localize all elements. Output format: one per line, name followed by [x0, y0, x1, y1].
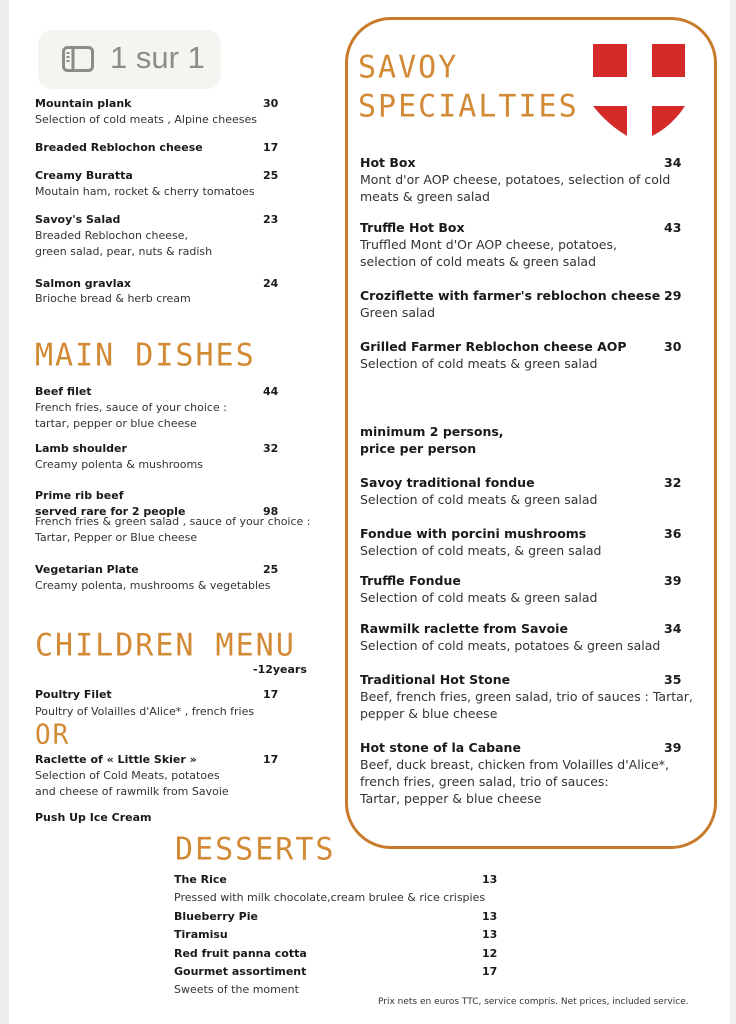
menu-item-price: 30	[664, 339, 682, 354]
menu-item-description: meats & green salad	[360, 189, 490, 204]
menu-item-price: 17	[263, 141, 279, 154]
menu-item-name: Breaded Reblochon cheese	[35, 141, 203, 154]
page-edge-right	[730, 0, 736, 1024]
menu-item-name: Hot stone of la Cabane	[360, 740, 521, 755]
menu-item-name: Poultry Filet	[35, 688, 112, 701]
menu-item-description: Tartar, Pepper or Blue cheese	[35, 531, 198, 544]
menu-item-price: 17	[263, 753, 279, 766]
savoy-flag-icon	[592, 44, 716, 136]
desserts-heading: DESSERTS	[175, 831, 336, 868]
menu-item-name: Fondue with porcini mushrooms	[360, 526, 587, 541]
menu-item-description: Green salad	[360, 305, 436, 320]
menu-item-price: 35	[664, 672, 682, 687]
main-dishes-heading: MAIN DISHES	[35, 337, 256, 374]
menu-item-name: Traditional Hot Stone	[360, 672, 511, 687]
menu-item-price: 12	[482, 947, 498, 960]
menu-item-description: Brioche bread & herb cream	[35, 292, 191, 305]
menu-item-description: Truffled Mont d'Or AOP cheese, potatoes,	[360, 237, 617, 252]
menu-item-description: selection of cold meats & green salad	[360, 254, 597, 269]
page-count: 1 sur 1	[110, 40, 205, 75]
menu-item-description: tartar, pepper or blue cheese	[35, 417, 197, 430]
menu-item-price: 17	[482, 965, 498, 978]
menu-item-name: Creamy Buratta	[35, 169, 133, 182]
specialties-heading-1: SAVOY	[358, 49, 459, 86]
menu-item-name: Red fruit panna cotta	[174, 947, 307, 960]
menu-item-name: Prime rib beef	[35, 489, 124, 502]
menu-item-description: French fries & green salad , sauce of your choice :	[35, 515, 311, 528]
menu-item-price: 39	[664, 740, 682, 755]
menu-item-price: 34	[664, 155, 682, 170]
menu-item-price: 36	[664, 526, 682, 541]
menu-item-name: Raclette of « Little Skier »	[35, 753, 197, 766]
menu-item-description: Beef, french fries, green salad, trio of sauces : Tartar,	[360, 689, 693, 704]
menu-item-name: Beef filet	[35, 385, 92, 398]
menu-item-price: 29	[664, 288, 682, 303]
sidebar-icon	[62, 46, 94, 72]
menu-item-description: Tartar, pepper & blue cheese	[360, 791, 542, 806]
menu-item-description: French fries, sauce of your choice :	[35, 401, 227, 414]
specialties-heading-2: SPECIALTIES	[358, 88, 579, 125]
menu-item-price: 23	[263, 213, 279, 226]
or-label: OR	[35, 719, 71, 751]
menu-item-description: Beef, duck breast, chicken from Volailles d'Alice*,	[360, 757, 669, 772]
menu-item-price: 98	[263, 505, 279, 518]
menu-item-price: 13	[482, 928, 498, 941]
menu-item-name: Push Up Ice Cream	[35, 811, 152, 824]
menu-item-name: Croziflette with farmer's reblochon cheese	[360, 288, 661, 303]
menu-item-name: Savoy's Salad	[35, 213, 121, 226]
children-menu-heading: CHILDREN MENU	[35, 627, 296, 664]
menu-item-name: Tiramisu	[174, 928, 228, 941]
page-edge	[0, 0, 9, 1024]
menu-item-description: Selection of cold meats & green salad	[360, 590, 598, 605]
menu-item-price: 25	[263, 169, 279, 182]
menu-item-price: 39	[664, 573, 682, 588]
menu-item-description: Selection of cold meats, & green salad	[360, 543, 602, 558]
menu-item-description: Selection of Cold Meats, potatoes	[35, 769, 220, 782]
menu-item-price: 32	[263, 442, 279, 455]
menu-item-price: 32	[664, 475, 682, 490]
menu-item-name: Truffle Hot Box	[360, 220, 465, 235]
menu-item-name: The Rice	[174, 873, 227, 886]
menu-item-description: Poultry of Volailles d'Alice* , french fries	[35, 705, 255, 718]
menu-item-description: Selection of cold meats & green salad	[360, 356, 598, 371]
menu-item-description: Mont d'or AOP cheese, potatoes, selection of cold	[360, 172, 671, 187]
menu-item-name: Salmon gravlax	[35, 277, 131, 290]
menu-item-description: Selection of cold meats & green salad	[360, 492, 598, 507]
menu-item-name: Lamb shoulder	[35, 442, 127, 455]
menu-item-description: green salad, pear, nuts & radish	[35, 245, 213, 258]
menu-item-description: Pressed with milk chocolate,cream brulee & rice crispies	[174, 891, 486, 904]
min-note-line-2: price per person	[360, 441, 477, 456]
menu-item-description: Sweets of the moment	[174, 983, 299, 996]
page-indicator[interactable]	[38, 30, 221, 89]
menu-item-price: 13	[482, 873, 498, 886]
menu-item-description: french fries, green salad, trio of sauces:	[360, 774, 609, 789]
menu-item-price: 34	[664, 621, 682, 636]
menu-item-description: Moutain ham, rocket & cherry tomatoes	[35, 185, 255, 198]
menu-item-description: Selection of cold meats , Alpine cheeses	[35, 113, 257, 126]
menu-item-description: and cheese of rawmilk from Savoie	[35, 785, 229, 798]
menu-item-name: Blueberry Pie	[174, 910, 258, 923]
menu-item-price: 24	[263, 277, 279, 290]
age-note: -12years	[253, 663, 307, 676]
menu-item-name: Truffle Fondue	[360, 573, 461, 588]
menu-item-name: Hot Box	[360, 155, 416, 170]
menu-item-description: Selection of cold meats, potatoes & green salad	[360, 638, 661, 653]
menu-item-name: Rawmilk raclette from Savoie	[360, 621, 568, 636]
menu-item-description: Creamy polenta & mushrooms	[35, 458, 203, 471]
menu-item-name: Mountain plank	[35, 97, 132, 110]
menu-item-price: 17	[263, 688, 279, 701]
menu-item-price: 25	[263, 563, 279, 576]
menu-item-price: 13	[482, 910, 498, 923]
menu-item-name: Savoy traditional fondue	[360, 475, 535, 490]
menu-item-name: Gourmet assortiment	[174, 965, 307, 978]
min-note-line-1: minimum 2 persons,	[360, 424, 504, 439]
menu-item-name: served rare for 2 people	[35, 505, 186, 518]
menu-item-price: 43	[664, 220, 682, 235]
menu-item-name: Vegetarian Plate	[35, 563, 139, 576]
menu-item-description: pepper & blue cheese	[360, 706, 498, 721]
menu-item-price: 30	[263, 97, 279, 110]
menu-item-description: Breaded Reblochon cheese,	[35, 229, 189, 242]
menu-item-description: Creamy polenta, mushrooms & vegetables	[35, 579, 271, 592]
price-footer: Prix nets en euros TTC, service compris. Net prices, included service.	[378, 997, 689, 1007]
menu-item-price: 44	[263, 385, 279, 398]
menu-item-name: Grilled Farmer Reblochon cheese AOP	[360, 339, 627, 354]
